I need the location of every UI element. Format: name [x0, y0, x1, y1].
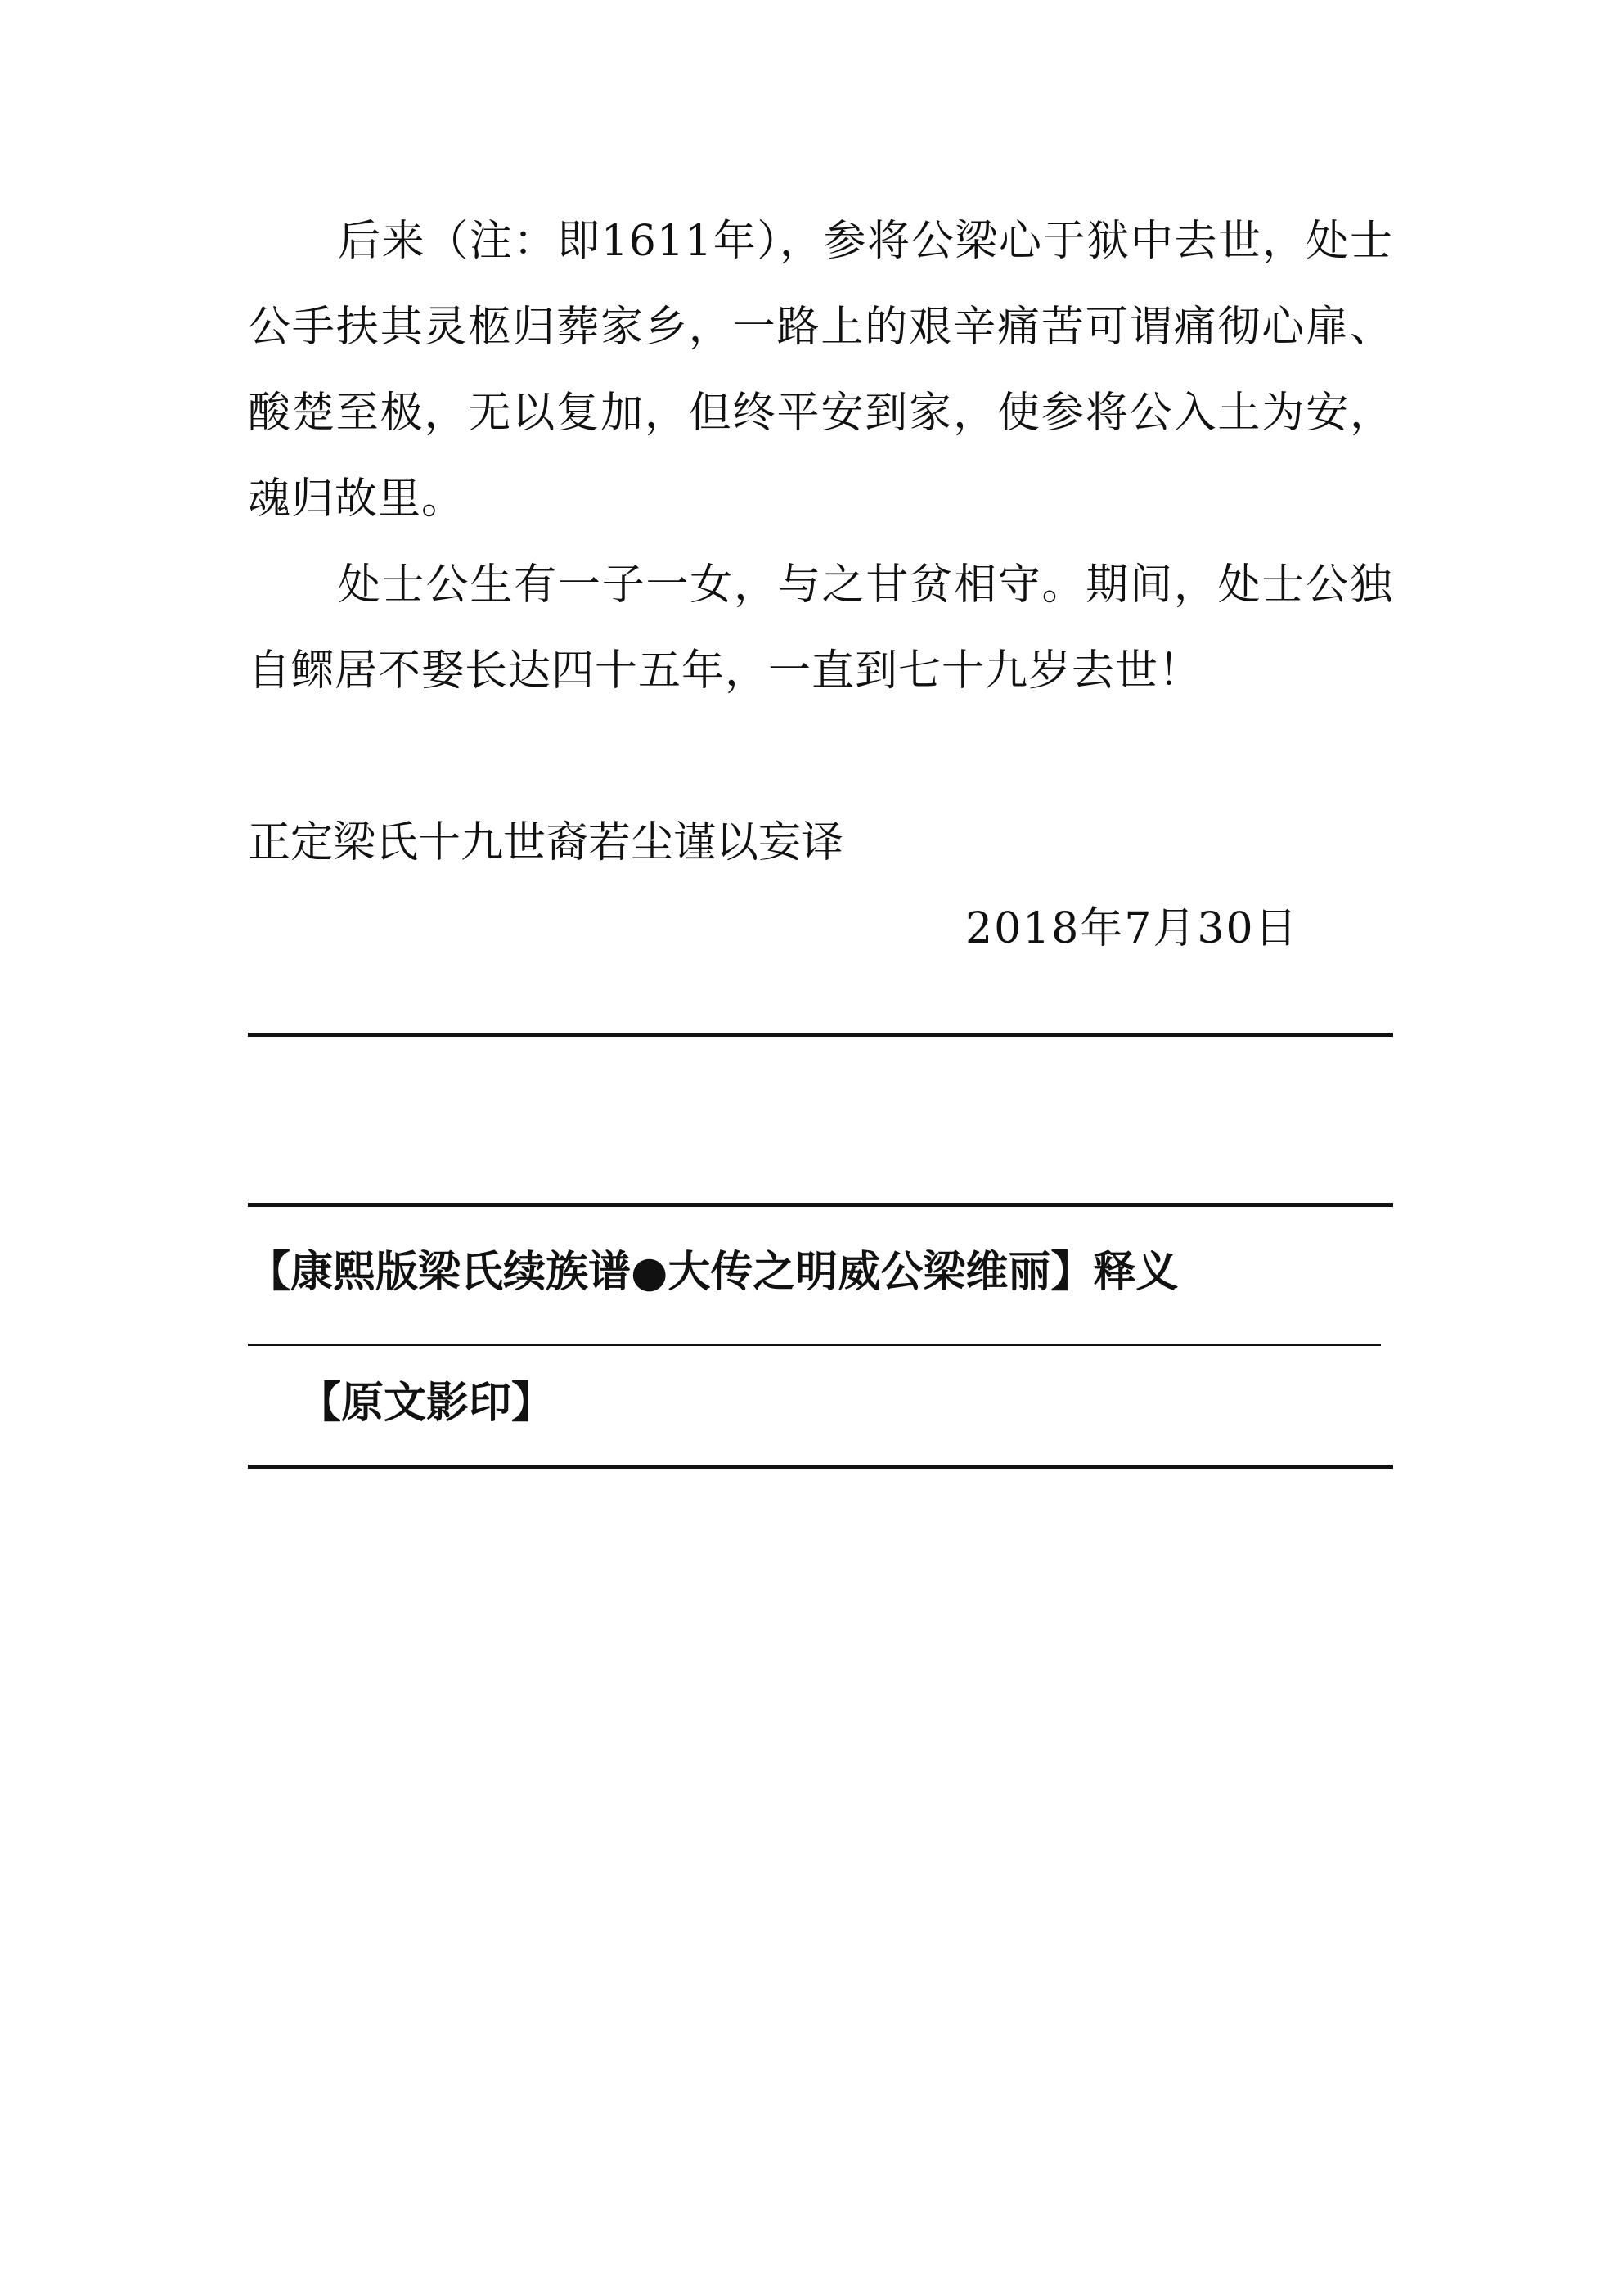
- signature-date: 2018年7月30日: [965, 904, 1299, 953]
- body-paragraph-1: 后来（注：即1611年），参将公梁心于狱中去世，处士公手扶其灵柩归葬家乡，一路上的艰辛痛苦可谓痛彻心扉、酸楚至极，无以复加，但终平安到家，使参将公入土为安，魂归故里。: [248, 217, 1393, 524]
- section-subheading: 【原文影印】: [299, 1378, 555, 1428]
- divider-line: [248, 1465, 1393, 1469]
- body-paragraph-2: 处士公生有一子一女，与之甘贫相守。期间，处士公独自鳏居不娶长达四十五年，一直到七十九岁去世！: [248, 560, 1393, 696]
- section-heading: 【康熙版梁氏续族谱●大传之明威公梁维丽】释义: [248, 1247, 1179, 1297]
- divider-line-thin: [248, 1344, 1381, 1346]
- divider-line: [248, 1203, 1393, 1207]
- divider-line: [248, 1033, 1393, 1037]
- translator-signature: 正定梁氏十九世裔若尘谨以妄译: [248, 818, 844, 867]
